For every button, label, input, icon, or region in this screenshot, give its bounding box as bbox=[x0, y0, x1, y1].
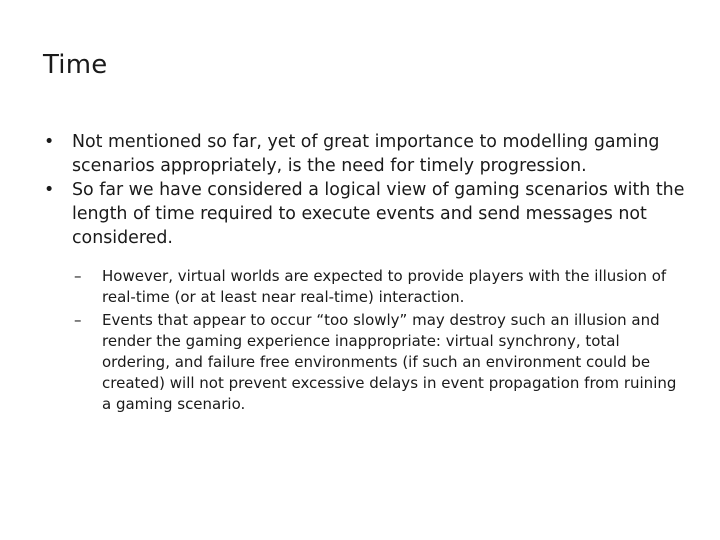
sub-bullet-item bbox=[30, 266, 690, 308]
sub-bullet-item bbox=[30, 310, 690, 415]
sub-bullet-list bbox=[30, 266, 690, 415]
slide-title: Time bbox=[43, 50, 108, 80]
bullet-marker: • bbox=[44, 180, 55, 200]
bullet-text: Not mentioned so far, yet of great importance to modelling gaming scenarios appropriately, is the need for timely progression. bbox=[72, 132, 660, 176]
bullet-marker: • bbox=[44, 132, 55, 152]
bullet-item bbox=[30, 178, 690, 250]
sub-bullet-marker: – bbox=[74, 311, 82, 329]
sub-bullet-marker: – bbox=[74, 267, 82, 285]
bullet-text: So far we have considered a logical view of gaming scenarios with the length of time required to execute events and send messages not considered. bbox=[72, 180, 685, 248]
slide-body bbox=[30, 130, 690, 415]
sub-bullet-text: However, virtual worlds are expected to provide players with the illusion of real-time (or at least near real-time) interaction. bbox=[102, 267, 667, 306]
bullet-item bbox=[30, 130, 690, 178]
sub-bullet-text: Events that appear to occur “too slowly” may destroy such an illusion and render the gaming experience inappropriate: virtual synchrony, total ordering, and failure free environments (if such an environment could be created) will not prevent excessive delays in event propagation from ruining a gaming scenario. bbox=[102, 311, 677, 413]
